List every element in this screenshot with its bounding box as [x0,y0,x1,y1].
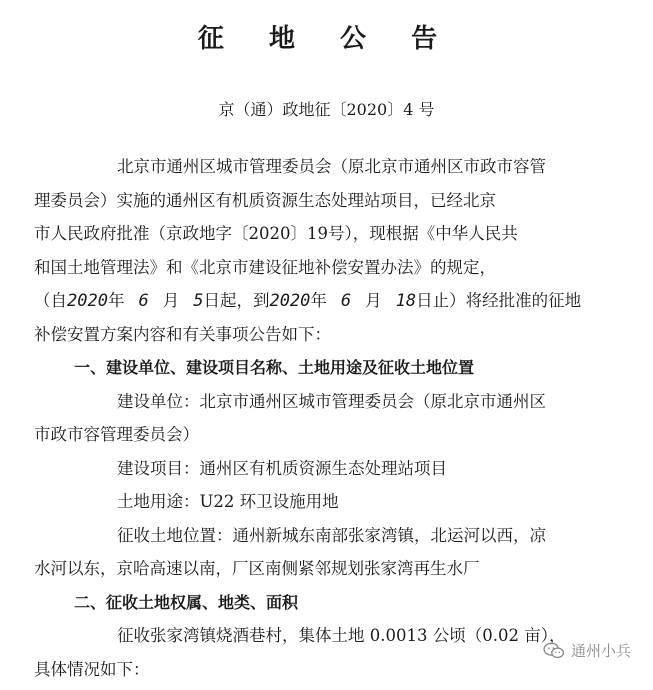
intro-line-1: 北京市通州区城市管理委员会（原北京市通州区市政市容管 [84,154,639,188]
intro-line-4: 和国土地管理法》和《北京市建设征地补偿安置办法》的规定， [34,255,639,289]
document-title: 征 地 公 告 [0,18,653,55]
date-month-char-2: 月 [365,291,382,310]
date-open-paren: （自 [34,291,67,310]
document-number: 京（通）政地征〔2020〕4 号 [0,97,653,120]
handwritten-end-month: 6 [341,291,351,311]
construction-unit-line-1: 建设单位：北京市通州区城市管理委员会（原北京市通州区 [84,389,639,423]
section-2-heading: 二、征收土地权属、地类、面积 [74,590,639,624]
handwritten-start-day: 5 [193,291,203,311]
land-location-line-2: 水河以东，京哈高速以南，厂区南侧紧邻规划张家湾再生水厂 [34,556,639,590]
handwritten-start-year: 2020 [67,291,108,311]
section-2-text-line-2: 具体情况如下： [34,657,639,690]
document-body [84,154,639,690]
handwritten-start-month: 6 [138,291,148,311]
land-location-line-1: 征收土地位置：通州新城东南部张家湾镇，北运河以西，凉 [84,523,639,557]
date-middle-text: 日起，到 [203,291,269,310]
handwritten-end-year: 2020 [269,291,310,311]
intro-line-6: 补偿安置方案内容和有关事项公告如下： [34,322,639,356]
construction-unit-line-2: 市政市容管理委员会） [34,422,639,456]
date-year-char: 年 [108,291,125,310]
date-month-char: 月 [163,291,180,310]
watermark-text: 通州小兵 [571,640,631,661]
watermark [543,640,631,661]
intro-line-5 [34,288,639,322]
date-year-char-2: 年 [310,291,327,310]
land-use: 土地用途：U22 环卫设施用地 [84,489,639,523]
intro-line-2: 理委员会）实施的通州区有机质资源生态处理站项目，已经北京 [34,188,639,222]
date-end-text: 日止）将经批准的征地 [416,291,581,310]
construction-project: 建设项目：通州区有机质资源生态处理站项目 [84,456,639,490]
section-2-text-line-1: 征收张家湾镇烧酒巷村，集体土地 0.0013 公顷（0.02 亩）， [84,623,639,657]
wechat-icon [543,642,565,660]
intro-line-3: 市人民政府批准（京政地字〔2020〕19号），现根据《中华人民共 [34,221,639,255]
handwritten-end-day: 18 [396,291,416,311]
section-1-heading: 一、建设单位、建设项目名称、土地用途及征收土地位置 [74,355,639,389]
